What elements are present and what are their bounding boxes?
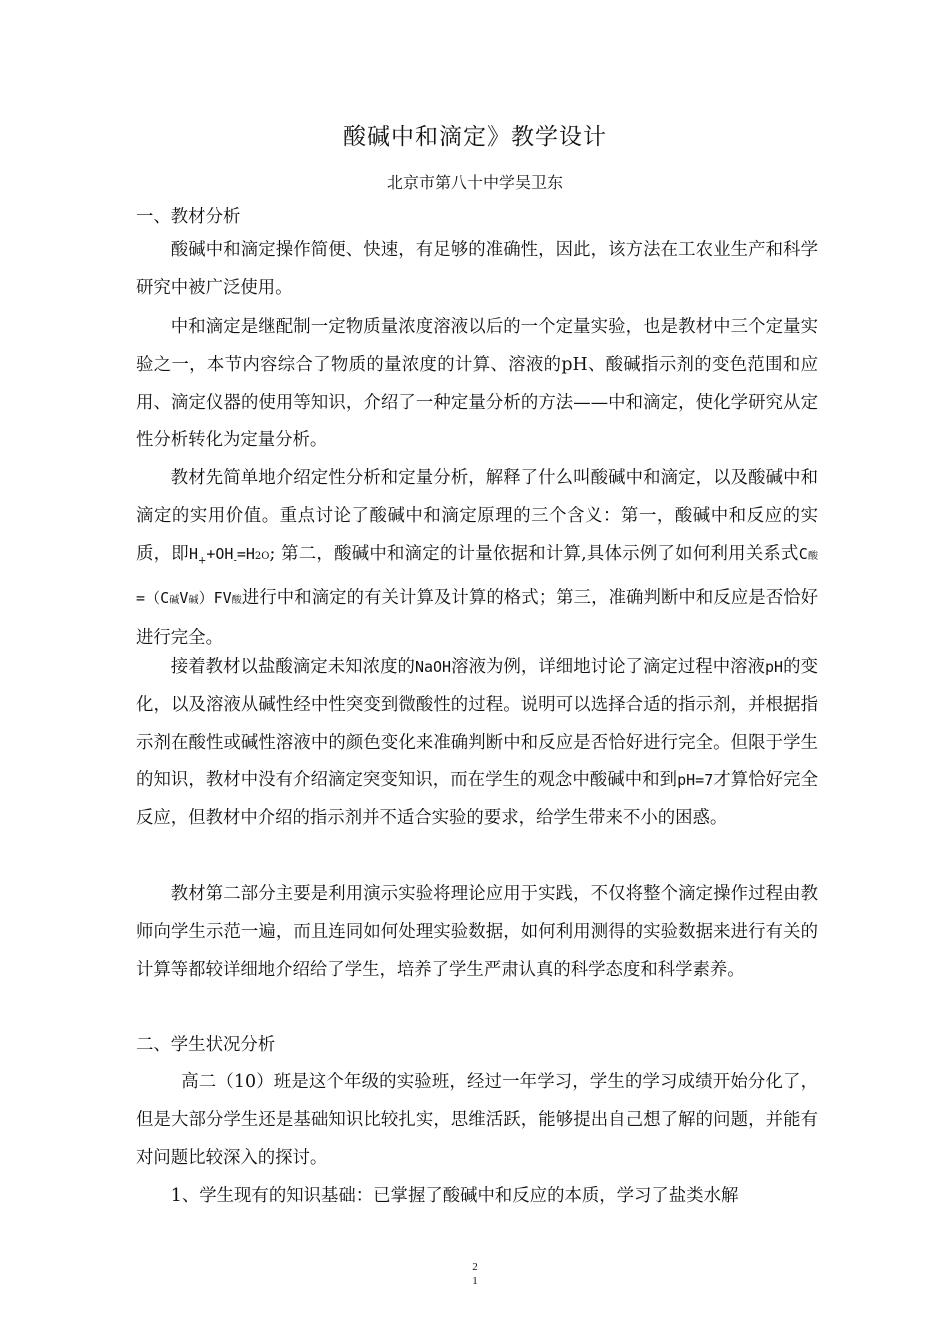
equation-oh-charge: - [233, 555, 237, 567]
formula-fv-acid: 酸 [231, 594, 242, 606]
page-number-bottom: 1 [472, 1275, 478, 1287]
paragraph-3-part-a: 教材先简单地介绍定性分析和定量分析，解释了什么叫酸碱中和滴定，以及酸碱中和滴定的实用价值。重点讨论了酸碱中和滴定原理的三个含义：第一，酸碱中和反应的实质，即 [136, 468, 818, 564]
paragraph-4-part-b: 溶液为例，详细地讨论了滴定过程中溶液 [451, 657, 766, 677]
formula-equals: =（C [136, 588, 170, 607]
paragraph-4-part-d: 才算恰好完全反应，但教材中介绍的指示剂并不适合实验的要求，给学生带来不小的困惑。 [136, 770, 818, 829]
formula-fv: ）FV [198, 588, 232, 607]
equation-water-sub: 2O [254, 550, 270, 562]
paragraph-4 [136, 649, 818, 838]
paragraph-4-part-c: 的变化，以及溶液从碱性经中性突变到微酸性的过程。说明可以选择合适的指示剂，并根据指示剂在酸性或碱性溶液中的颜色变化来准确判断中和反应是否恰好进行完全。但限于学生的知识，教材中没有介绍滴定突变知识，而在学生的观念中酸碱中和到 [136, 657, 818, 791]
document-author: 北京市第八十中学吴卫东 [386, 173, 563, 192]
equation-h: H [188, 544, 198, 563]
ph7-text: pH=7 [677, 771, 714, 790]
ph-text: pH [765, 658, 784, 676]
formula-c: C [798, 544, 808, 563]
paragraph-2: 中和滴定是继配制一定物质量浓度溶液以后的一个定量实验，也是教材中三个定量实验之一，本节内容综合了物质的量浓度的计算、溶液的pH、酸碱指示剂的变色范围和应用、滴定仪器的使用等知识，介绍了一种定量分析的方法——中和滴定，使化学研究从定性分析转化为定量分析。 [136, 317, 818, 451]
naoh-text: NaOH [414, 658, 452, 676]
paragraph-3 [136, 460, 818, 657]
document-title: 酸碱中和滴定》教学设计 [343, 124, 607, 150]
equation-h-charge: + [197, 555, 207, 567]
page-number-top: 2 [472, 1261, 478, 1273]
paragraph-3-part-b: ; 第二，酸碱中和滴定的计量依据和计算,具体示例了如何利用关系式 [269, 543, 799, 564]
equation-equals-h: =H [236, 544, 255, 563]
paragraph-4-part-a: 接着教材以盐酸滴定未知浓度的 [170, 657, 415, 677]
paragraph-6: 高二（10）班是这个年级的实验班，经过一年学习，学生的学习成绩开始分化了，但是大部分学生还是基础知识比较扎实，思维活跃，能够提出自己想了解的问题，并能有对问题比较深入的探讨。 [136, 1072, 818, 1168]
paragraph-5: 教材第二部分主要是利用演示实验将理论应用于实践，不仅将整个滴定操作过程由教师向学生示范一遍，而且连同如何处理实验数据，如何利用测得的实验数据来进行有关的计算等都较详细地介绍给了学生，培养了学生严肃认真的科学态度和科学素养。 [136, 884, 818, 980]
section-heading-student-analysis: 二、学生状况分析 [136, 1035, 276, 1055]
paragraph-7: 1、学生现有的知识基础：已掌握了酸碱中和反应的本质，学习了盐类水解 [170, 1186, 739, 1206]
formula-v-base: 碱 [188, 594, 199, 606]
formula-v: V [179, 588, 189, 607]
formula-c-acid: 酸 [807, 550, 818, 562]
section-heading-textbook-analysis: 一、教材分析 [136, 207, 241, 227]
formula-c-base: 碱 [169, 594, 180, 606]
paragraph-3-part-d: 进行中和滴定的有关计算及计算的格式；第三，准确判断中和反应是否恰好进行完全。 [136, 587, 819, 648]
equation-oh: +OH [206, 544, 234, 563]
paragraph-1: 酸碱中和滴定操作简便、快速，有足够的准确性，因此，该方法在工农业生产和科学研究中被广泛使用。 [136, 240, 818, 298]
